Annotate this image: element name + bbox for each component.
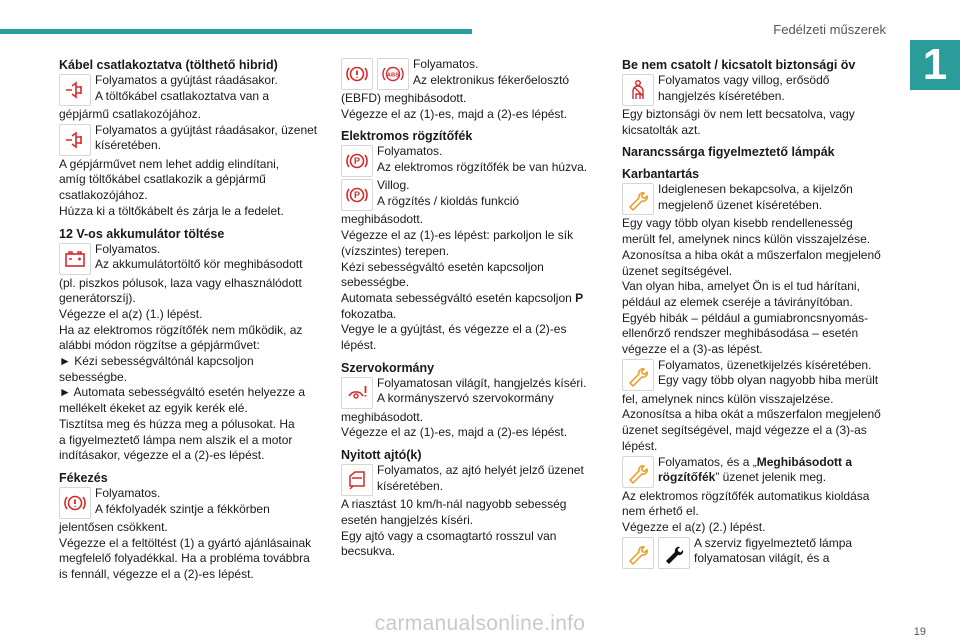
wrench-orange-icon — [622, 537, 654, 569]
section-title: Be nem csatolt / kicsatolt biztonsági öv — [622, 58, 856, 72]
svg-text:P: P — [353, 190, 361, 201]
page-number: 19 — [913, 626, 926, 638]
svg-text:P: P — [353, 156, 361, 167]
section-title: Nyitott ajtó(k) — [341, 448, 422, 463]
wrench-orange-icon — [622, 183, 654, 215]
door-open-red-icon — [341, 464, 373, 496]
section-title: Kábel csatlakoztatva (tölthető hibrid) — [59, 58, 278, 72]
column-3: Be nem csatolt / kicsatolt biztonsági öv Folyamatos vagy villog, erősödő hangjelzés kíséretében. Egy biztonsági öv nem lett becsatolva, vagy kicsatolták azt. Narancssárga figyelmeztető lámpák Karbantartás Ideiglenesen bekapcsolva, a kijelzőn megjelenő üzenet kíséretében. Egy vagy több olyan kisebb rendellenesség merült fel, amelynek nincs külön visszajelzése. Azonosítsa a hiba okát a műszerfalon megjelenő üzenet segítségével. Van olyan hiba, amelyet Ön is el tud hárítani, például az elemek cseréje a távirányítóban. Egyéb hibák – például a gumiabroncsnyomás- ellenőrző rendszer meghibásodása – esetén végezze el a (3)-as lépést. Folyamatos, üzenetkijelzés kíséretében. Egy vagy több olyan nagyobb hiba merült fel, amelynek nincs külön visszajelzése. Azonosítsa a hiba okát a műszerfalon megjelenő üzenet segítségével, majd végezze el a (3)-as lépést. Folyamatos, és a „Meghibásodott a rögzítőfék” üzenet jelenik meg. Az elektromos rögzítőfék automatikus kioldása nem érhető el. Végezze el a(z) (2.) lépést. A szerviz figyelmeztető lámpa folyamatosan világít, és a — [622, 57, 884, 570]
header-accent-bar — [0, 29, 472, 34]
battery-red-icon — [59, 243, 91, 275]
parking-brake-red-icon — [341, 179, 373, 211]
wrench-orange-icon — [622, 456, 654, 488]
section-title: 12 V-os akkumulátor töltése — [59, 226, 225, 241]
plug-red-icon — [59, 74, 91, 106]
svg-text:ABS: ABS — [386, 72, 400, 79]
wrench-black-icon — [658, 537, 690, 569]
section-title: Elektromos rögzítőfék — [341, 129, 473, 144]
abs-red-icon — [377, 58, 409, 90]
seatbelt-red-icon — [622, 74, 654, 106]
plug-red-icon — [59, 124, 91, 156]
column-2: ABS Folyamatos. Az elektronikus fékerőelosztó (EBFD) meghibásodott. Végezze el az (1)-es, majd a (2)-es lépést. Elektromos rögzítőfék P Folyamatos. Az elektromos rögzítőfék be van húzva. P Villog. A rögzítés / kioldás funkció meghibásodott. Végezze el az (1)-es lépést: parkoljon le sík (vízszintes) terepen. Kézi sebességváltó esetén kapcsoljon sebességbe. Automata sebességváltó esetén kapcsoljon P fokozatba. Vegye le a gyújtást, és végezze el a (2)-es lépést. Szervokormány Folyamatosan világít, hangjelzés kíséri. A kormányszervó szervokormány meghibásodott. Végezze el az (1)-es, majd a (2)-es lépést. Nyitott ajtó(k) Folyamatos, az ajtó helyét jelző üzenet kíséretében. A riasztást 10 km/h-nál nagyobb sebesség esetén hangjelzés kíséri. Egy ajtó vagy a csomagtartó rosszul van becsukva. — [341, 57, 603, 560]
section-title: Narancssárga figyelmeztető lámpák — [622, 145, 835, 160]
brake-red-icon — [341, 58, 373, 90]
parking-brake-red-icon — [341, 145, 373, 177]
section-title: Karbantartás — [622, 167, 700, 182]
section-title: Szervokormány — [341, 360, 435, 375]
chapter-tab: 1 — [910, 40, 960, 90]
watermark: carmanualsonline.info — [374, 612, 586, 635]
steering-red-icon — [341, 377, 373, 409]
page-header-title: Fedélzeti műszerek — [773, 22, 886, 37]
wrench-orange-icon — [622, 359, 654, 391]
brake-red-icon — [59, 487, 91, 519]
section-title: Fékezés — [59, 470, 108, 485]
column-1: Kábel csatlakoztatva (tölthető hibrid) Folyamatos a gyújtást ráadásakor. A töltőkábel csatlakoztatva van a gépjármű csatlakozójához. Folyamatos a gyújtást ráadásakor, üzenet kíséretében. A gépjárművet nem lehet addig elindítani, amíg töltőkábel csatlakozik a gépjármű csatlakozójához. Húzza ki a töltőkábelt és zárja le a fedelet. 12 V-os akkumulátor töltése Folyamatos. Az akkumulátortöltő kör meghibásodott (pl. piszkos pólusok, laza vagy elhasználódott generátorszíj). Végezze el a(z) (1.) lépést. Ha az elektromos rögzítőfék nem működik, az alábbi módon rögzítse a gépjárművet: ► Kézi sebességváltónál kapcsoljon sebességbe. ► Automata sebességváltó esetén helyezze a mellékelt ékeket az egyik kerék elé. Tisztítsa meg és húzza meg a pólusokat. Ha a figyelmeztető lámpa nem alszik el a motor indításakor, végezze el a (2)-es lépést. Fékezés Folyamatos. A fékfolyadék szintje a fékkörben jelentősen csökkent. Végezze el a feltöltést (1) a gyártó ajánlásainak megfelelő folyadékkal. Ha a probléma továbbra is fennáll, végezze el a (2)-es lépést. — [59, 57, 321, 583]
